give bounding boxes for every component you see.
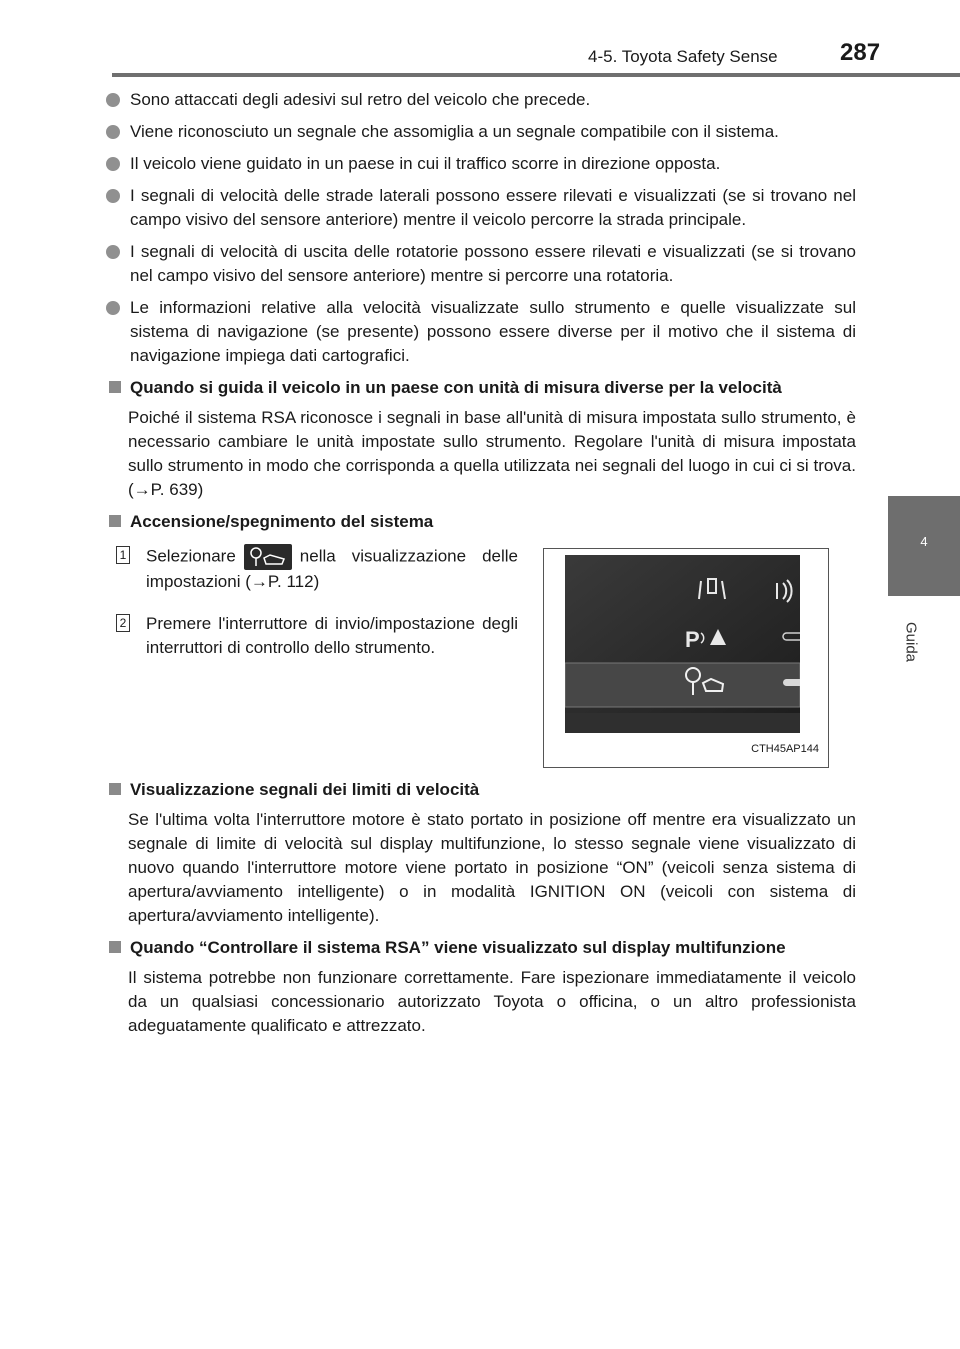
list-item [100, 184, 856, 232]
header-rule [112, 73, 960, 77]
page-number: 287 [840, 39, 881, 66]
section-body-display: Se l'ultima volta l'interruttore motore è stato portato in posizione off mentre era visualizzato un segnale di limite di velocità sul display multifunzione, lo stesso segnale viene visualizzato di nuovo quando l'interruttore motore viene portato in posizione “ON” (veicoli senza sistema di apertura/avviamento intelligente) o in modalità IGNITION ON (veicoli con sistema di apertura/avviamento intelligente). [128, 810, 856, 925]
toggle-on-icon [783, 679, 800, 686]
section-heading-text: Accensione/spegnimento del sistema [130, 512, 434, 531]
section-heading-check [100, 936, 856, 960]
list-item [100, 240, 856, 288]
section-square-icon [109, 515, 121, 527]
chapter-label: Guida [902, 621, 920, 663]
list-item-text: Viene riconosciuto un segnale che assomiglia a un segnale compatibile con il sistema. [130, 122, 779, 141]
chapter-number: 4 [920, 534, 928, 549]
header-section-title: 4-5. Toyota Safety Sense [588, 47, 778, 66]
chapter-tab [888, 496, 960, 596]
svg-text:P: P [685, 627, 700, 652]
list-item-text: Le informazioni relative alla velocità visualizzate sullo strumento e quelle visualizzate sul sistema di navigazione (se presente) possono essere diverse per il motivo che il sistema di navigazione impiega dati cartografici. [130, 298, 856, 365]
list-item-text: Il veicolo viene guidato in un paese in cui il traffico scorre in direzione opposta. [130, 154, 721, 173]
step-text [146, 544, 518, 594]
step-number: 2 [116, 614, 130, 632]
bullet-dot-icon [106, 189, 120, 203]
list-item [100, 120, 856, 144]
bullet-dot-icon [106, 93, 120, 107]
section-heading-text: Visualizzazione segnali dei limiti di velocità [130, 780, 480, 799]
section-heading-display [100, 778, 856, 802]
page-content [100, 88, 856, 1046]
list-item-text: I segnali di velocità delle strade laterali possono essere rilevati e visualizzati (se si trovano nel campo visivo del sensore anteriore) mentre il veicolo percorre la strada principale. [130, 186, 856, 229]
step-2 [116, 612, 518, 660]
step-text-post: nella visualizzazione delle impostazioni (→P. 112) [146, 546, 518, 591]
bullet-dot-icon [106, 245, 120, 259]
section-heading-units [100, 376, 856, 400]
bullet-dot-icon [106, 125, 120, 139]
bullet-dot-icon [106, 301, 120, 315]
step-text: Premere l'interruttore di invio/impostazione degli interruttori di controllo dello strumento. [146, 614, 518, 657]
list-item-text: I segnali di velocità di uscita delle rotatorie possono essere rilevati e visualizzati (se si trovano nel campo visivo del sensore anteriore) mentre si percorre una rotatoria. [130, 242, 856, 285]
section-square-icon [109, 381, 121, 393]
settings-display-figure [543, 548, 829, 768]
step-text-pre: Selezionare [146, 546, 236, 566]
rsa-setting-icon [244, 544, 292, 570]
section-heading-onoff [100, 510, 856, 534]
list-item-text: Sono attaccati degli adesivi sul retro del veicolo che precede. [130, 90, 591, 109]
figure-code: CTH45AP144 [748, 737, 822, 761]
display-illustration [565, 555, 800, 733]
section-body-units: Poiché il sistema RSA riconosce i segnali in base all'unità di misura impostata sullo strumento, è necessario cambiare le unità impostate sullo strumento. Regolare l'unità di misura impostata sullo strumento in modo che corrisponda a quella utilizzata nei segnali del luogo in cui ci si trova. (→P. 639) [128, 408, 856, 499]
step-1 [116, 544, 518, 594]
list-item [100, 296, 856, 368]
multi-info-display [565, 555, 800, 733]
bullet-dot-icon [106, 157, 120, 171]
section-heading-text: Quando “Controllare il sistema RSA” viene visualizzato sul display multifunzione [130, 938, 786, 957]
steps-block [100, 540, 856, 772]
section-heading-text: Quando si guida il veicolo in un paese con unità di misura diverse per la velocità [130, 378, 782, 397]
list-item [100, 88, 856, 112]
section-square-icon [109, 783, 121, 795]
step-number: 1 [116, 546, 130, 564]
section-body-check: Il sistema potrebbe non funzionare correttamente. Fare ispezionare immediatamente il veicolo da un qualsiasi concessionario autorizzato Toyota o officina, o un altro professionista adeguatamente qualificato e attrezzato. [128, 968, 856, 1035]
list-item [100, 152, 856, 176]
chapter-label-wrap [901, 612, 921, 672]
section-square-icon [109, 941, 121, 953]
